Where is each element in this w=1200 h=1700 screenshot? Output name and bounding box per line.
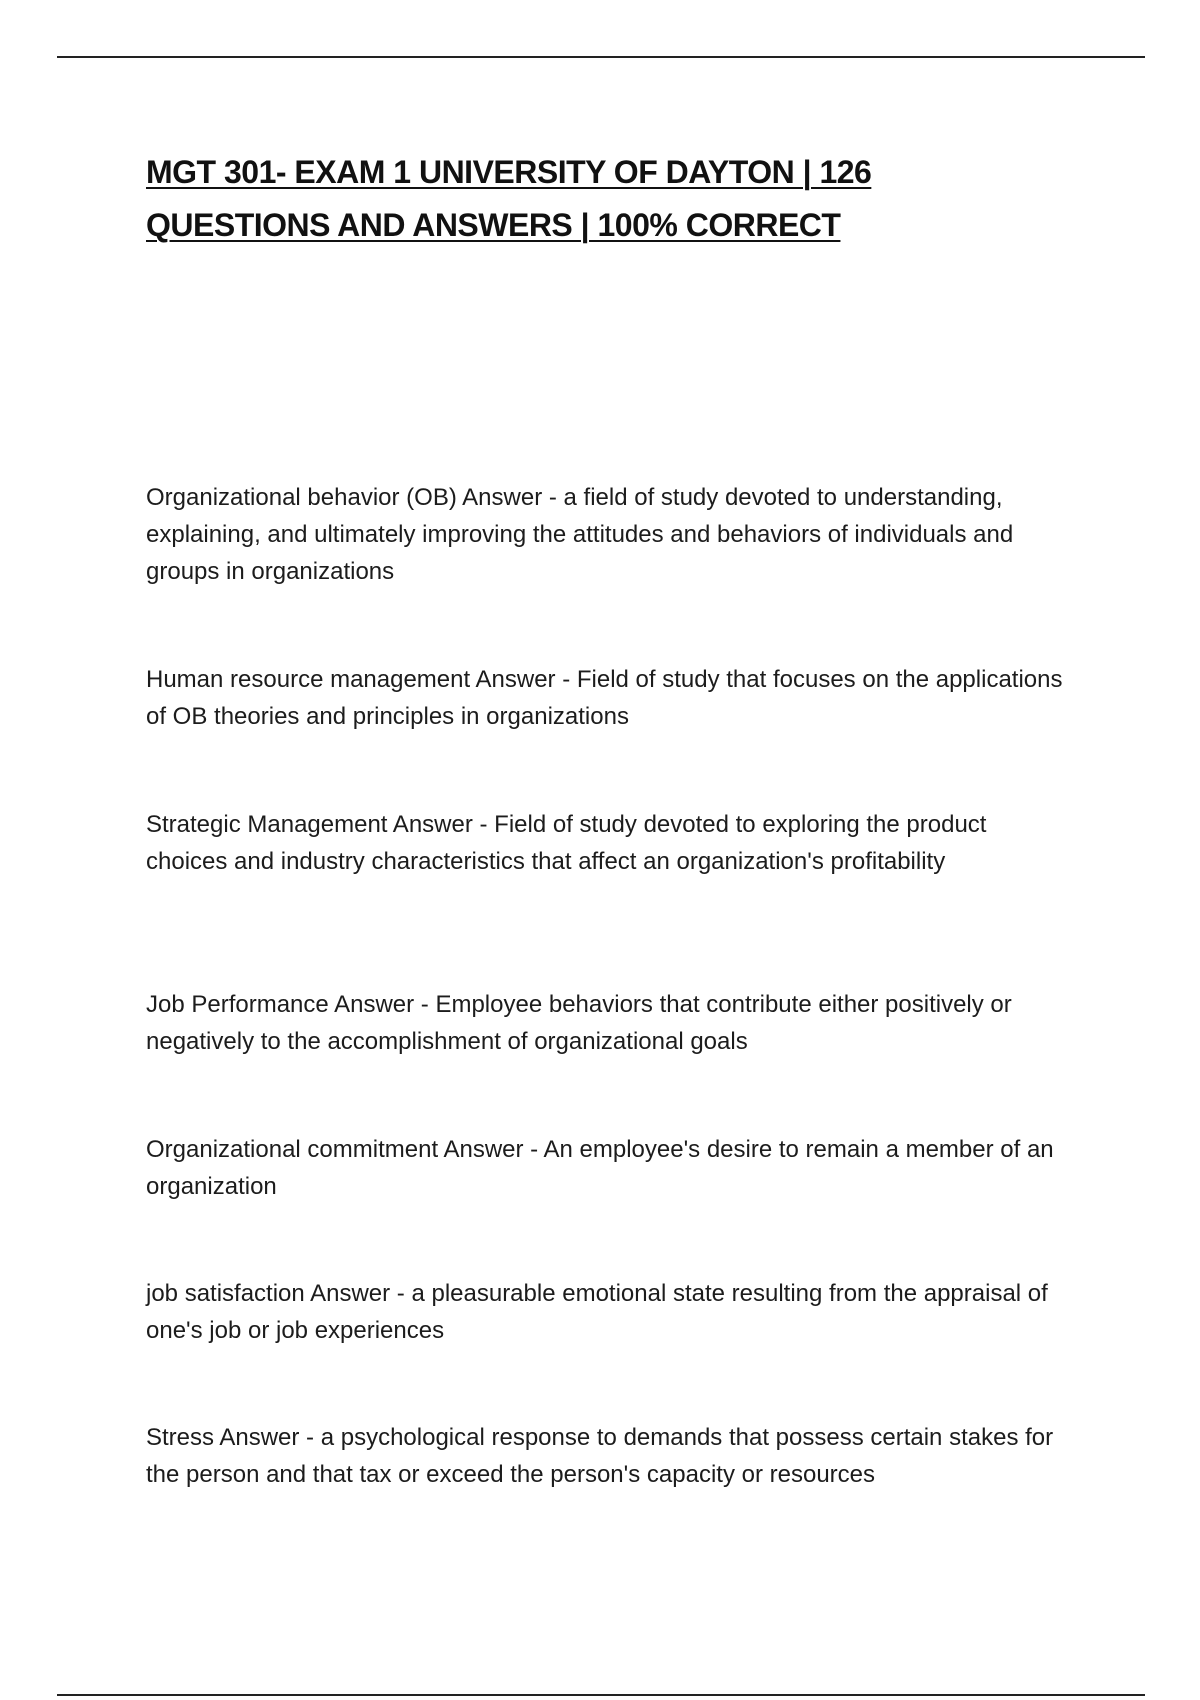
document-title (146, 146, 1046, 252)
qa-entry-job-performance: Job Performance Answer - Employee behaviors that contribute either positively or negatively to the accomplishment of organizational goals (146, 991, 1012, 1055)
qa-entry-strategic-management: Strategic Management Answer - Field of study devoted to exploring the product choices and industry characteristics that affect an organization's profitability (146, 811, 987, 875)
bottom-divider (57, 1694, 1145, 1696)
qa-entry-stress: Stress Answer - a psychological response to demands that possess certain stakes for the person and that tax or exceed the person's capacity or resources (146, 1424, 1054, 1488)
qa-entry-human-resource-management: Human resource management Answer - Field of study that focuses on the applications of OB theories and principles in organizations (146, 666, 1063, 730)
top-divider (57, 56, 1145, 58)
qa-entry-organizational-behavior: Organizational behavior (OB) Answer - a field of study devoted to understanding, explaining, and ultimately improving the attitudes and behaviors of individuals and groups in organizations (146, 484, 1014, 585)
qa-entry-job-satisfaction: job satisfaction Answer - a pleasurable emotional state resulting from the appraisal of one's job or job experiences (146, 1280, 1048, 1344)
document-title-text: MGT 301- EXAM 1 UNIVERSITY OF DAYTON | 126 QUESTIONS AND ANSWERS | 100% CORRECT (146, 154, 872, 243)
qa-entry-organizational-commitment: Organizational commitment Answer - An employee's desire to remain a member of an organization (146, 1136, 1054, 1200)
